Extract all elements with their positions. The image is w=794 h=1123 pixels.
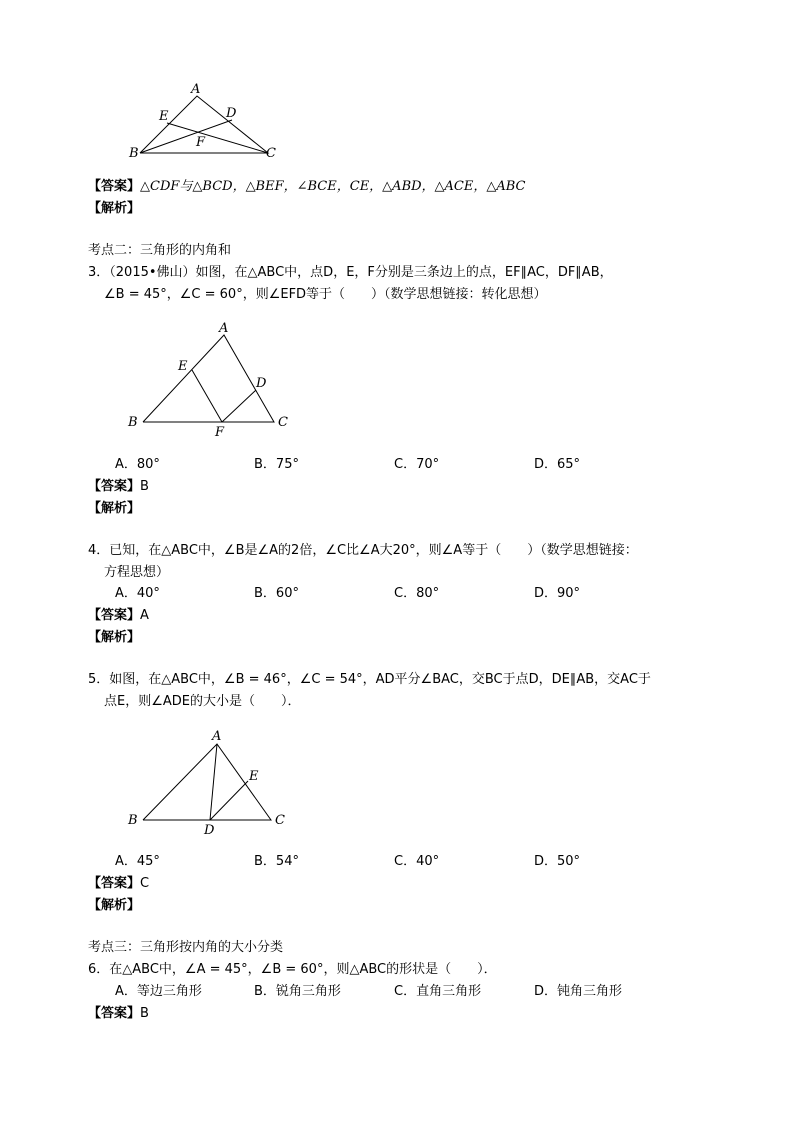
- label-b: B: [128, 813, 138, 828]
- q5-option-d[interactable]: D．50°: [534, 854, 581, 869]
- q3-option-b[interactable]: B．75°: [254, 457, 299, 472]
- q3-option-a[interactable]: A．80°: [115, 457, 160, 472]
- answer-tag: 【答案】: [88, 179, 141, 194]
- q4-stem-line2: 方程思想）: [104, 565, 170, 580]
- q6-option-d[interactable]: D．钝角三角形: [534, 984, 623, 999]
- label-e: E: [178, 359, 188, 374]
- q6-option-c[interactable]: C．直角三角形: [394, 984, 482, 999]
- section-title-2: 考点二：三角形的内角和: [88, 243, 232, 258]
- q4-analysis-tag: 【解析】: [88, 630, 141, 645]
- q5-option-b[interactable]: B．54°: [254, 854, 299, 869]
- answer-tag: 【答案】: [88, 876, 141, 891]
- q6-option-a[interactable]: A．等边三角形: [115, 984, 202, 999]
- label-c: C: [275, 813, 285, 828]
- answer-value: A: [140, 608, 149, 623]
- label-b: B: [129, 146, 139, 161]
- q3-analysis-tag: 【解析】: [88, 501, 141, 516]
- answer-tag: 【答案】: [88, 479, 141, 494]
- q3-option-d[interactable]: D．65°: [534, 457, 581, 472]
- answer-value: B: [140, 479, 149, 494]
- q3-stem-line1: 3．（2015•佛山）如图，在△ABC中，点D，E，F分别是三条边上的点，EF∥AC，DF∥AB，: [88, 265, 613, 280]
- q6-answer: [88, 1005, 149, 1023]
- q2-analysis-tag: 【解析】: [88, 201, 141, 216]
- q6-option-b[interactable]: B．锐角三角形: [254, 984, 341, 999]
- answer-value: C: [140, 876, 150, 891]
- label-a: A: [219, 321, 229, 336]
- label-d: D: [226, 106, 237, 121]
- label-d: D: [256, 376, 267, 391]
- q4-option-d[interactable]: D．90°: [534, 586, 581, 601]
- segment-ad: [210, 744, 217, 820]
- q3-option-c[interactable]: C．70°: [394, 457, 440, 472]
- label-c: C: [278, 415, 288, 430]
- label-a: A: [191, 82, 201, 97]
- segment-de: [210, 781, 248, 820]
- q4-option-a[interactable]: A．40°: [115, 586, 160, 601]
- label-c: C: [266, 146, 276, 161]
- label-e: E: [249, 769, 259, 784]
- q5-analysis-tag: 【解析】: [88, 898, 141, 913]
- q5-answer: [88, 875, 149, 893]
- q5-option-c[interactable]: C．40°: [394, 854, 440, 869]
- label-a: A: [212, 729, 222, 744]
- q5-stem-line1: 5．如图，在△ABC中，∠B = 46°，∠C = 54°，AD平分∠BAC，交BC于点D，DE∥AB，交AC于: [88, 672, 651, 687]
- q4-option-b[interactable]: B．60°: [254, 586, 299, 601]
- answer-text: △CDF与△BCD，△BEF，∠BCE，CE，△ABD，△ACE，△ABC: [140, 179, 526, 194]
- label-f: F: [196, 135, 206, 150]
- label-f: F: [215, 425, 225, 440]
- label-d: D: [204, 823, 215, 838]
- section-title-3: 考点三：三角形按内角的大小分类: [88, 940, 284, 955]
- q4-stem-line1: 4．已知，在△ABC中，∠B是∠A的2倍，∠C比∠A大20°，则∠A等于（ ）（数学思想链接：: [88, 543, 638, 558]
- q5-stem-line2: 点E，则∠ADE的大小是（ ）．: [104, 694, 301, 709]
- label-b: B: [128, 415, 138, 430]
- q6-stem-line1: 6．在△ABC中，∠A = 45°，∠B = 60°，则△ABC的形状是（ ）．: [88, 962, 497, 977]
- answer-tag: 【答案】: [88, 1006, 141, 1021]
- q4-option-c[interactable]: C．80°: [394, 586, 440, 601]
- q5-option-a[interactable]: A．45°: [115, 854, 160, 869]
- label-e: E: [159, 109, 169, 124]
- answer-tag: 【答案】: [88, 608, 141, 623]
- answer-value: B: [140, 1006, 149, 1021]
- q3-stem-line2: ∠B = 45°，∠C = 60°，则∠EFD等于（ ）（数学思想链接：转化思想）: [104, 287, 547, 302]
